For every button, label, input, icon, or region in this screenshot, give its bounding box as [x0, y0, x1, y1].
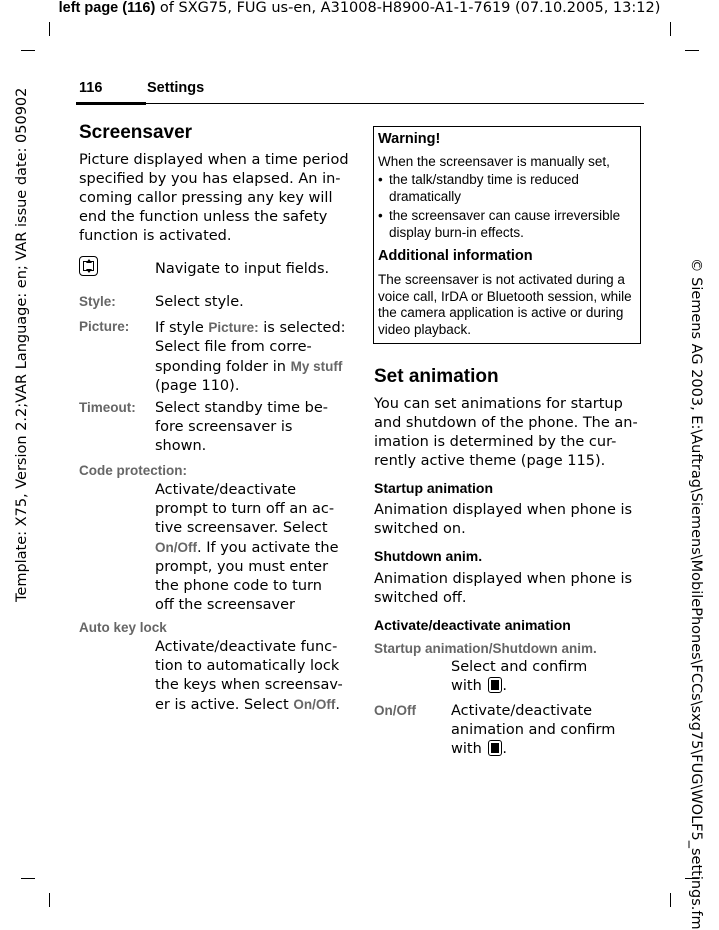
- style-description: Select style.: [155, 294, 244, 310]
- text-line: shown.: [155, 438, 207, 454]
- text-line: imation is determined by the cur-: [374, 434, 617, 450]
- code-protection-label: Code protection:: [79, 463, 187, 478]
- menu-term: On: [293, 697, 313, 712]
- shutdown-animation-heading: Shutdown anim.: [374, 548, 483, 564]
- text-line: video playback.: [378, 321, 472, 337]
- on-off-description: [451, 702, 641, 759]
- crop-mark: [685, 50, 699, 51]
- picture-description: [155, 318, 355, 396]
- page-section-title: Settings: [147, 80, 205, 96]
- menu-term: /: [173, 540, 178, 555]
- warning-box: [373, 126, 641, 344]
- text-line: Select file from corre-: [155, 339, 312, 355]
- text-run: sponding folder in: [155, 359, 291, 375]
- text-line: off the screensaver: [155, 597, 295, 613]
- text-line: function is activated.: [79, 228, 232, 244]
- text-line: switched off.: [374, 590, 467, 606]
- text-line: Select and confirm: [451, 659, 588, 675]
- menu-term: Off: [315, 697, 336, 712]
- warning-bullet-1: [389, 172, 634, 205]
- text-run: with: [451, 678, 482, 694]
- text-line: tive screensaver. Select: [155, 520, 328, 536]
- text-line: fore screensaver is: [155, 419, 293, 435]
- text-line: and shutdown of the phone. The an-: [374, 415, 638, 431]
- header-rule-accent: [76, 102, 146, 105]
- text-line: [155, 695, 355, 715]
- text-line: Animation displayed when phone is: [374, 502, 633, 518]
- text-line: specified by you has elapsed. An in-: [79, 171, 341, 187]
- text-line: Animation displayed when phone is: [374, 571, 633, 587]
- text-line: the screensaver can cause irreversible: [389, 208, 621, 223]
- additional-info-text: [378, 272, 640, 338]
- text-run: .: [335, 697, 340, 713]
- text-run: er is active. Select: [155, 697, 294, 713]
- screensaver-heading: Screensaver: [79, 122, 193, 143]
- text-line: display burn-in effects.: [389, 224, 524, 240]
- text-run: is selected:: [258, 320, 346, 336]
- warning-intro: When the screensaver is manually set,: [378, 154, 610, 169]
- text-run: If style: [155, 320, 209, 336]
- select-key-icon: [488, 677, 502, 693]
- crop-mark: [49, 893, 50, 907]
- text-line: coming callor pressing any key will: [79, 190, 333, 206]
- startup-shutdown-description: [451, 658, 641, 696]
- text-line: The screensaver is not activated during a: [378, 272, 625, 287]
- startup-animation-text: [374, 501, 649, 539]
- text-line: Select standby time be-: [155, 400, 328, 416]
- set-animation-intro: [374, 395, 649, 471]
- page-number: 116: [79, 80, 103, 96]
- print-header-page: left page (116): [58, 0, 156, 16]
- copyright-info: [688, 258, 704, 930]
- menu-term: /: [312, 697, 316, 712]
- startup-shutdown-label: Startup animation/Shutdown anim.: [374, 641, 597, 656]
- crop-mark: [670, 22, 671, 36]
- text-line: the phone code to turn: [155, 578, 322, 594]
- nav-description: Navigate to input fields.: [155, 261, 330, 277]
- additional-info-title: Additional information: [378, 248, 533, 264]
- text-line: end the function unless the safety: [79, 209, 328, 225]
- text-line: tion to automatically lock: [155, 658, 340, 674]
- warning-bullet-2: [389, 208, 639, 241]
- template-info-text: Template: X75, Version 2.2;VAR Language: en; VAR issue date: 050902: [14, 87, 30, 602]
- menu-term: Off: [177, 540, 198, 555]
- text-run: . If you activate the: [197, 540, 339, 556]
- menu-term: On: [155, 540, 174, 555]
- timeout-label: Timeout:: [79, 400, 136, 415]
- text-line: switched on.: [374, 521, 466, 537]
- print-header: [0, 0, 719, 16]
- text-line: prompt, you must enter: [155, 559, 329, 575]
- text-line: voice call, IrDA or Bluetooth session, while: [378, 288, 632, 304]
- screensaver-intro: [79, 151, 349, 246]
- crop-mark: [21, 878, 35, 879]
- on-off-label: On/Off: [374, 703, 416, 718]
- template-info: [14, 42, 30, 602]
- text-line: (page 110).: [155, 378, 240, 394]
- text-line: with .: [451, 678, 507, 694]
- copyright-info-text: © Siemens AG 2003, E:\Auftrag\Siemens\MobilePhones\FCCs\sxg75\FUG\WOLF5_settings.fm: [688, 258, 704, 930]
- text-line: You can set animations for startup: [374, 396, 623, 412]
- navigation-key-icon: [79, 256, 98, 276]
- timeout-description: [155, 399, 355, 456]
- auto-key-lock-label: Auto key lock: [79, 620, 167, 635]
- text-line: [155, 357, 355, 377]
- text-line: animation and confirm: [451, 722, 616, 738]
- code-protection-description: [155, 481, 355, 615]
- bullet-icon: •: [378, 208, 383, 223]
- startup-animation-heading: Startup animation: [374, 480, 494, 496]
- text-line: with .: [451, 741, 507, 757]
- shutdown-animation-text: [374, 570, 649, 608]
- bullet-icon: •: [378, 172, 383, 187]
- text-line: the talk/standby time is reduced: [389, 172, 579, 187]
- text-line: the keys when screensav-: [155, 677, 343, 693]
- print-header-info: of SXG75, FUG us-en, A31008-H8900-A1-1-7619 (07.10.2005, 13:12): [155, 0, 661, 16]
- text-line: dramatically: [389, 188, 462, 204]
- select-key-icon: [488, 740, 502, 756]
- set-animation-heading: Set animation: [374, 366, 499, 387]
- style-label: Style:: [79, 294, 116, 309]
- text-line: Activate/deactivate: [155, 482, 297, 498]
- header-rule: [76, 103, 644, 104]
- text-line: prompt to turn off an ac-: [155, 501, 335, 517]
- text-line: Activate/deactivate: [451, 703, 593, 719]
- activate-animation-heading: Activate/deactivate animation: [374, 617, 571, 633]
- text-line: Picture displayed when a time period: [79, 152, 349, 168]
- menu-term: Picture:: [208, 320, 259, 335]
- crop-mark: [49, 22, 50, 36]
- crop-mark: [670, 893, 671, 907]
- text-line: the camera application is active or during: [378, 305, 624, 320]
- text-run: with: [451, 741, 482, 757]
- text-line: [155, 538, 355, 558]
- auto-key-lock-description: [155, 638, 355, 715]
- picture-label: Picture:: [79, 319, 130, 334]
- menu-term: My stuff: [290, 359, 343, 374]
- text-line: rently active theme (page 115).: [374, 453, 606, 469]
- text-line: [155, 318, 355, 338]
- warning-title: Warning!: [378, 131, 441, 147]
- text-line: Activate/deactivate func-: [155, 639, 338, 655]
